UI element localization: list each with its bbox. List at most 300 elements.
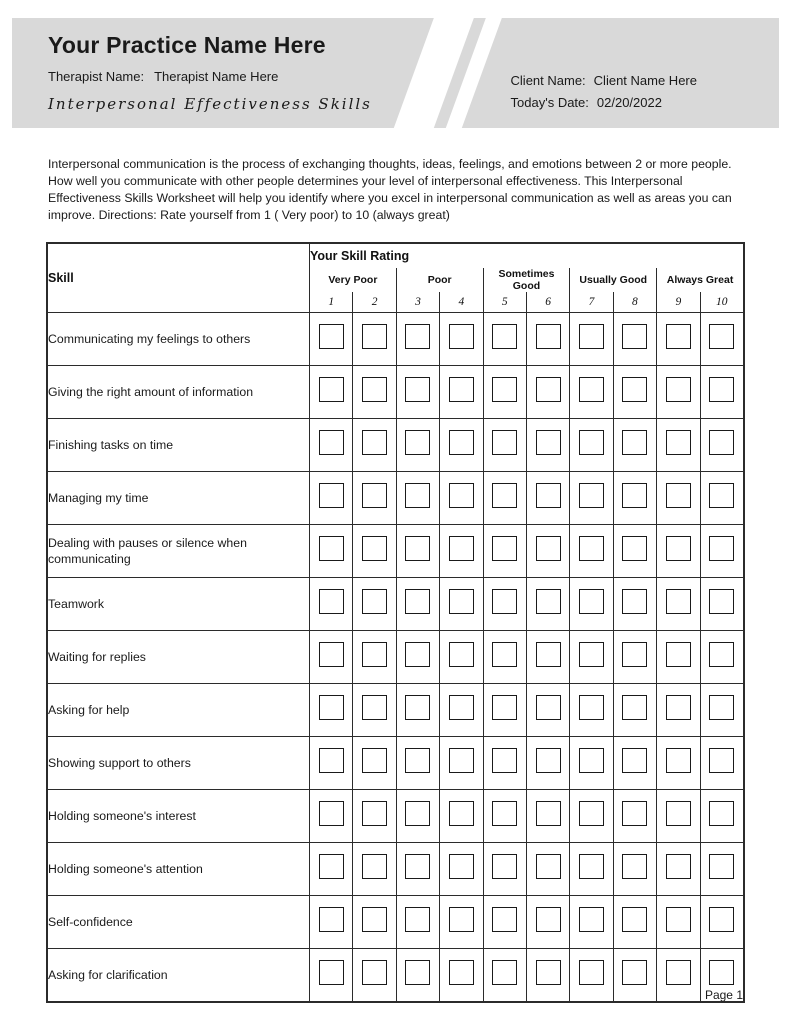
rating-checkbox-cell[interactable] [396, 419, 439, 472]
rating-checkbox-cell[interactable] [483, 578, 526, 631]
rating-checkbox[interactable] [319, 695, 344, 720]
rating-checkbox[interactable] [622, 536, 647, 561]
rating-checkbox[interactable] [319, 589, 344, 614]
rating-checkbox-cell[interactable] [396, 843, 439, 896]
rating-checkbox[interactable] [666, 801, 691, 826]
rating-checkbox-cell[interactable] [396, 525, 439, 578]
rating-checkbox-cell[interactable] [613, 949, 656, 1002]
rating-checkbox-cell[interactable] [526, 366, 569, 419]
skill-label: Asking for help [48, 684, 310, 737]
client-name-value: Client Name Here [593, 73, 697, 88]
rating-checkbox[interactable] [579, 536, 604, 561]
skill-label: Dealing with pauses or silence when communicating [48, 525, 310, 578]
rating-checkbox[interactable] [319, 801, 344, 826]
rating-checkbox-cell[interactable] [657, 313, 700, 366]
rating-checkbox[interactable] [709, 430, 734, 455]
rating-checkbox-cell[interactable] [613, 684, 656, 737]
rating-checkbox[interactable] [405, 695, 430, 720]
rating-checkbox-cell[interactable] [440, 419, 483, 472]
rating-checkbox-cell[interactable] [310, 472, 353, 525]
rating-checkbox-cell[interactable] [353, 366, 396, 419]
rating-checkbox-cell[interactable] [526, 684, 569, 737]
rating-checkbox[interactable] [536, 801, 561, 826]
rating-checkbox-cell[interactable] [396, 578, 439, 631]
rating-checkbox[interactable] [492, 960, 517, 985]
rating-number: 10 [700, 292, 743, 313]
rating-checkbox[interactable] [666, 695, 691, 720]
rating-checkbox[interactable] [536, 589, 561, 614]
rating-checkbox[interactable] [709, 748, 734, 773]
rating-band-label: Usually Good [570, 268, 657, 292]
rating-checkbox-cell[interactable] [657, 896, 700, 949]
rating-checkbox[interactable] [536, 960, 561, 985]
rating-checkbox-cell[interactable] [440, 790, 483, 843]
rating-checkbox[interactable] [709, 589, 734, 614]
skill-label: Managing my time [48, 472, 310, 525]
rating-checkbox[interactable] [622, 589, 647, 614]
rating-checkbox[interactable] [405, 483, 430, 508]
rating-checkbox-cell[interactable] [700, 525, 743, 578]
rating-checkbox[interactable] [579, 801, 604, 826]
rating-checkbox[interactable] [449, 483, 474, 508]
rating-checkbox-cell[interactable] [613, 472, 656, 525]
rating-checkbox-cell[interactable] [483, 631, 526, 684]
rating-checkbox-cell[interactable] [700, 896, 743, 949]
rating-checkbox[interactable] [449, 536, 474, 561]
rating-checkbox[interactable] [492, 589, 517, 614]
rating-checkbox[interactable] [449, 907, 474, 932]
rating-checkbox-cell[interactable] [310, 366, 353, 419]
rating-checkbox[interactable] [666, 960, 691, 985]
rating-checkbox-cell[interactable] [353, 578, 396, 631]
rating-checkbox-cell[interactable] [657, 843, 700, 896]
document-header [12, 18, 779, 128]
rating-checkbox[interactable] [492, 801, 517, 826]
rating-checkbox[interactable] [579, 854, 604, 879]
rating-checkbox-cell[interactable] [310, 896, 353, 949]
rating-checkbox[interactable] [362, 589, 387, 614]
rating-checkbox[interactable] [622, 483, 647, 508]
rating-checkbox-cell[interactable] [657, 366, 700, 419]
rating-checkbox[interactable] [319, 907, 344, 932]
rating-checkbox-cell[interactable] [396, 949, 439, 1002]
rating-checkbox-cell[interactable] [353, 313, 396, 366]
rating-checkbox-cell[interactable] [570, 737, 613, 790]
rating-checkbox[interactable] [449, 854, 474, 879]
rating-checkbox-cell[interactable] [613, 790, 656, 843]
rating-checkbox[interactable] [579, 907, 604, 932]
rating-checkbox[interactable] [405, 748, 430, 773]
skills-table-container [46, 242, 745, 1003]
rating-checkbox-cell[interactable] [613, 419, 656, 472]
rating-checkbox[interactable] [622, 642, 647, 667]
rating-number: 5 [483, 292, 526, 313]
rating-checkbox[interactable] [405, 801, 430, 826]
rating-checkbox[interactable] [362, 483, 387, 508]
rating-checkbox-cell[interactable] [613, 843, 656, 896]
rating-checkbox-cell[interactable] [526, 525, 569, 578]
table-row [48, 631, 744, 684]
rating-checkbox[interactable] [536, 748, 561, 773]
rating-checkbox-cell[interactable] [440, 949, 483, 1002]
rating-checkbox[interactable] [362, 536, 387, 561]
rating-checkbox[interactable] [579, 748, 604, 773]
rating-checkbox-cell[interactable] [310, 525, 353, 578]
rating-checkbox-cell[interactable] [353, 896, 396, 949]
rating-checkbox[interactable] [319, 748, 344, 773]
rating-checkbox-cell[interactable] [310, 313, 353, 366]
rating-checkbox-cell[interactable] [310, 578, 353, 631]
rating-checkbox[interactable] [405, 907, 430, 932]
rating-checkbox[interactable] [362, 748, 387, 773]
rating-checkbox-cell[interactable] [396, 472, 439, 525]
rating-checkbox[interactable] [362, 854, 387, 879]
rating-checkbox-cell[interactable] [657, 631, 700, 684]
rating-checkbox[interactable] [536, 854, 561, 879]
rating-checkbox-cell[interactable] [483, 525, 526, 578]
rating-checkbox[interactable] [536, 907, 561, 932]
rating-checkbox-cell[interactable] [396, 896, 439, 949]
rating-checkbox-cell[interactable] [353, 843, 396, 896]
rating-checkbox[interactable] [319, 960, 344, 985]
rating-checkbox[interactable] [579, 589, 604, 614]
table-row [48, 525, 744, 578]
rating-checkbox-cell[interactable] [353, 949, 396, 1002]
rating-checkbox[interactable] [709, 642, 734, 667]
rating-checkbox[interactable] [709, 377, 734, 402]
rating-checkbox[interactable] [362, 801, 387, 826]
rating-checkbox-cell[interactable] [570, 631, 613, 684]
rating-checkbox[interactable] [709, 324, 734, 349]
rating-checkbox-cell[interactable] [526, 472, 569, 525]
rating-checkbox[interactable] [492, 324, 517, 349]
rating-checkbox[interactable] [622, 324, 647, 349]
rating-checkbox-cell[interactable] [526, 419, 569, 472]
rating-checkbox[interactable] [449, 324, 474, 349]
rating-checkbox-cell[interactable] [570, 843, 613, 896]
skill-label: Waiting for replies [48, 631, 310, 684]
rating-checkbox[interactable] [405, 589, 430, 614]
rating-checkbox[interactable] [405, 377, 430, 402]
rating-checkbox[interactable] [492, 854, 517, 879]
rating-checkbox[interactable] [492, 642, 517, 667]
rating-checkbox-cell[interactable] [570, 366, 613, 419]
rating-checkbox-cell[interactable] [353, 472, 396, 525]
rating-checkbox-cell[interactable] [396, 684, 439, 737]
date-label: Today's Date: [510, 95, 589, 110]
rating-checkbox-cell[interactable] [570, 684, 613, 737]
rating-checkbox-cell[interactable] [526, 578, 569, 631]
rating-checkbox[interactable] [622, 695, 647, 720]
rating-checkbox-cell[interactable] [483, 949, 526, 1002]
rating-checkbox-cell[interactable] [526, 790, 569, 843]
skill-label: Teamwork [48, 578, 310, 631]
rating-checkbox[interactable] [709, 801, 734, 826]
rating-checkbox[interactable] [579, 377, 604, 402]
rating-checkbox-cell[interactable] [440, 631, 483, 684]
rating-checkbox-cell[interactable] [310, 790, 353, 843]
rating-checkbox-cell[interactable] [483, 419, 526, 472]
rating-checkbox-cell[interactable] [613, 631, 656, 684]
rating-checkbox-cell[interactable] [440, 737, 483, 790]
rating-checkbox-cell[interactable] [483, 366, 526, 419]
table-row [48, 790, 744, 843]
rating-checkbox[interactable] [709, 483, 734, 508]
rating-checkbox-cell[interactable] [570, 419, 613, 472]
rating-checkbox-cell[interactable] [657, 949, 700, 1002]
rating-checkbox[interactable] [319, 430, 344, 455]
rating-checkbox-cell[interactable] [440, 313, 483, 366]
rating-checkbox-cell[interactable] [440, 472, 483, 525]
rating-checkbox[interactable] [449, 748, 474, 773]
rating-checkbox[interactable] [492, 377, 517, 402]
rating-checkbox-cell[interactable] [310, 419, 353, 472]
rating-number: 3 [396, 292, 439, 313]
rating-checkbox[interactable] [405, 536, 430, 561]
rating-checkbox[interactable] [492, 430, 517, 455]
rating-checkbox[interactable] [666, 854, 691, 879]
rating-checkbox-cell[interactable] [483, 790, 526, 843]
rating-checkbox-cell[interactable] [353, 684, 396, 737]
rating-checkbox-cell[interactable] [700, 737, 743, 790]
skill-label: Asking for clarification [48, 949, 310, 1002]
rating-checkbox[interactable] [362, 960, 387, 985]
rating-checkbox[interactable] [449, 430, 474, 455]
rating-checkbox[interactable] [536, 695, 561, 720]
rating-checkbox[interactable] [709, 536, 734, 561]
skill-label: Communicating my feelings to others [48, 313, 310, 366]
rating-checkbox[interactable] [405, 324, 430, 349]
rating-checkbox[interactable] [666, 589, 691, 614]
rating-checkbox-cell[interactable] [310, 843, 353, 896]
rating-checkbox[interactable] [579, 430, 604, 455]
rating-checkbox-cell[interactable] [526, 313, 569, 366]
rating-checkbox-cell[interactable] [657, 525, 700, 578]
rating-checkbox-cell[interactable] [440, 525, 483, 578]
rating-checkbox-cell[interactable] [700, 684, 743, 737]
rating-checkbox-cell[interactable] [526, 949, 569, 1002]
rating-checkbox[interactable] [709, 854, 734, 879]
rating-checkbox-cell[interactable] [613, 313, 656, 366]
table-header-row [48, 244, 744, 269]
rating-checkbox-cell[interactable] [570, 525, 613, 578]
rating-checkbox-cell[interactable] [657, 737, 700, 790]
rating-checkbox-cell[interactable] [570, 472, 613, 525]
rating-checkbox[interactable] [622, 960, 647, 985]
rating-checkbox-cell[interactable] [700, 631, 743, 684]
rating-checkbox-cell[interactable] [700, 366, 743, 419]
rating-checkbox-cell[interactable] [657, 790, 700, 843]
rating-checkbox[interactable] [709, 907, 734, 932]
rating-checkbox[interactable] [579, 483, 604, 508]
rating-checkbox-cell[interactable] [353, 525, 396, 578]
rating-checkbox-cell[interactable] [526, 896, 569, 949]
rating-band-label: Very Poor [310, 268, 397, 292]
rating-checkbox[interactable] [579, 960, 604, 985]
rating-checkbox-cell[interactable] [440, 843, 483, 896]
rating-checkbox[interactable] [536, 430, 561, 455]
rating-checkbox[interactable] [319, 536, 344, 561]
rating-checkbox[interactable] [666, 748, 691, 773]
table-row [48, 737, 744, 790]
rating-checkbox-cell[interactable] [353, 419, 396, 472]
rating-checkbox[interactable] [319, 642, 344, 667]
rating-checkbox[interactable] [362, 324, 387, 349]
rating-checkbox[interactable] [449, 960, 474, 985]
rating-checkbox-cell[interactable] [570, 578, 613, 631]
rating-number: 6 [526, 292, 569, 313]
rating-checkbox-cell[interactable] [396, 366, 439, 419]
rating-checkbox[interactable] [449, 695, 474, 720]
rating-checkbox[interactable] [449, 589, 474, 614]
rating-checkbox[interactable] [362, 695, 387, 720]
rating-checkbox-cell[interactable] [526, 631, 569, 684]
rating-checkbox-cell[interactable] [483, 896, 526, 949]
rating-checkbox[interactable] [622, 854, 647, 879]
rating-checkbox-cell[interactable] [657, 684, 700, 737]
rating-checkbox-cell[interactable] [700, 578, 743, 631]
rating-checkbox[interactable] [362, 430, 387, 455]
rating-checkbox[interactable] [666, 536, 691, 561]
rating-checkbox-cell[interactable] [657, 419, 700, 472]
rating-checkbox-cell[interactable] [396, 790, 439, 843]
table-row [48, 949, 744, 1002]
rating-number: 1 [310, 292, 353, 313]
rating-checkbox[interactable] [492, 748, 517, 773]
rating-checkbox[interactable] [622, 748, 647, 773]
rating-checkbox[interactable] [666, 377, 691, 402]
rating-checkbox-cell[interactable] [483, 472, 526, 525]
rating-checkbox[interactable] [319, 377, 344, 402]
rating-number: 2 [353, 292, 396, 313]
rating-checkbox-cell[interactable] [310, 737, 353, 790]
rating-checkbox[interactable] [492, 536, 517, 561]
rating-checkbox[interactable] [536, 536, 561, 561]
rating-number: 7 [570, 292, 613, 313]
rating-band-label: Always Great [657, 268, 744, 292]
rating-checkbox[interactable] [666, 430, 691, 455]
rating-checkbox-cell[interactable] [700, 790, 743, 843]
rating-checkbox-cell[interactable] [440, 366, 483, 419]
rating-checkbox-cell[interactable] [483, 313, 526, 366]
rating-checkbox-cell[interactable] [396, 631, 439, 684]
rating-checkbox-cell[interactable] [613, 366, 656, 419]
rating-checkbox-cell[interactable] [353, 631, 396, 684]
rating-checkbox-cell[interactable] [310, 631, 353, 684]
rating-checkbox-cell[interactable] [613, 578, 656, 631]
therapist-label: Therapist Name: [48, 69, 145, 84]
rating-checkbox-cell[interactable] [613, 896, 656, 949]
table-row [48, 896, 744, 949]
rating-checkbox[interactable] [622, 801, 647, 826]
rating-checkbox[interactable] [319, 324, 344, 349]
rating-checkbox[interactable] [449, 642, 474, 667]
rating-checkbox[interactable] [622, 430, 647, 455]
rating-checkbox-cell[interactable] [440, 896, 483, 949]
rating-checkbox-cell[interactable] [440, 684, 483, 737]
rating-checkbox-cell[interactable] [570, 949, 613, 1002]
rating-checkbox-cell[interactable] [483, 684, 526, 737]
page-number: Page 1 [704, 988, 743, 1002]
rating-checkbox-cell[interactable] [657, 472, 700, 525]
therapist-line [48, 69, 278, 84]
rating-checkbox-cell[interactable] [353, 737, 396, 790]
rating-checkbox-cell[interactable] [310, 949, 353, 1002]
column-header-rating: Your Skill Rating [310, 244, 744, 269]
skill-label: Finishing tasks on time [48, 419, 310, 472]
rating-checkbox[interactable] [362, 642, 387, 667]
rating-checkbox-cell[interactable] [570, 790, 613, 843]
rating-checkbox-cell[interactable] [700, 313, 743, 366]
rating-checkbox-cell[interactable] [396, 313, 439, 366]
rating-checkbox[interactable] [362, 907, 387, 932]
rating-checkbox[interactable] [405, 430, 430, 455]
rating-checkbox-cell[interactable] [570, 896, 613, 949]
skill-label: Holding someone's interest [48, 790, 310, 843]
skill-label: Holding someone's attention [48, 843, 310, 896]
rating-checkbox[interactable] [405, 854, 430, 879]
rating-checkbox[interactable] [492, 695, 517, 720]
rating-checkbox[interactable] [709, 695, 734, 720]
rating-checkbox-cell[interactable] [613, 525, 656, 578]
rating-checkbox[interactable] [536, 483, 561, 508]
rating-checkbox-cell[interactable] [483, 737, 526, 790]
rating-checkbox-cell[interactable] [613, 737, 656, 790]
rating-checkbox-cell[interactable] [570, 313, 613, 366]
skills-table [47, 243, 744, 1002]
rating-checkbox[interactable] [319, 483, 344, 508]
rating-checkbox[interactable] [666, 324, 691, 349]
rating-checkbox-cell[interactable] [396, 737, 439, 790]
rating-checkbox[interactable] [492, 907, 517, 932]
rating-checkbox[interactable] [622, 377, 647, 402]
rating-checkbox-cell[interactable] [526, 843, 569, 896]
rating-checkbox[interactable] [536, 324, 561, 349]
rating-checkbox[interactable] [449, 801, 474, 826]
client-info-block [511, 70, 697, 114]
rating-checkbox[interactable] [405, 960, 430, 985]
rating-checkbox-cell[interactable] [353, 790, 396, 843]
table-row [48, 366, 744, 419]
rating-checkbox-cell[interactable] [657, 578, 700, 631]
rating-checkbox-cell[interactable] [440, 578, 483, 631]
rating-checkbox[interactable] [536, 377, 561, 402]
rating-band-label: Sometimes Good [483, 268, 570, 292]
rating-checkbox[interactable] [666, 642, 691, 667]
rating-checkbox[interactable] [579, 642, 604, 667]
rating-checkbox[interactable] [666, 483, 691, 508]
rating-checkbox[interactable] [405, 642, 430, 667]
rating-checkbox[interactable] [449, 377, 474, 402]
rating-checkbox[interactable] [709, 960, 734, 985]
rating-checkbox-cell[interactable] [483, 843, 526, 896]
rating-checkbox[interactable] [622, 907, 647, 932]
rating-checkbox[interactable] [492, 483, 517, 508]
rating-checkbox[interactable] [579, 324, 604, 349]
worksheet-title: Interpersonal Effectiveness Skills [48, 95, 372, 113]
rating-checkbox[interactable] [362, 377, 387, 402]
table-row [48, 578, 744, 631]
rating-checkbox[interactable] [666, 907, 691, 932]
rating-checkbox-cell[interactable] [700, 843, 743, 896]
rating-checkbox-cell[interactable] [310, 684, 353, 737]
rating-checkbox[interactable] [536, 642, 561, 667]
rating-checkbox[interactable] [579, 695, 604, 720]
rating-checkbox-cell[interactable] [700, 419, 743, 472]
rating-checkbox-cell[interactable] [700, 472, 743, 525]
rating-checkbox-cell[interactable] [526, 737, 569, 790]
rating-checkbox[interactable] [319, 854, 344, 879]
